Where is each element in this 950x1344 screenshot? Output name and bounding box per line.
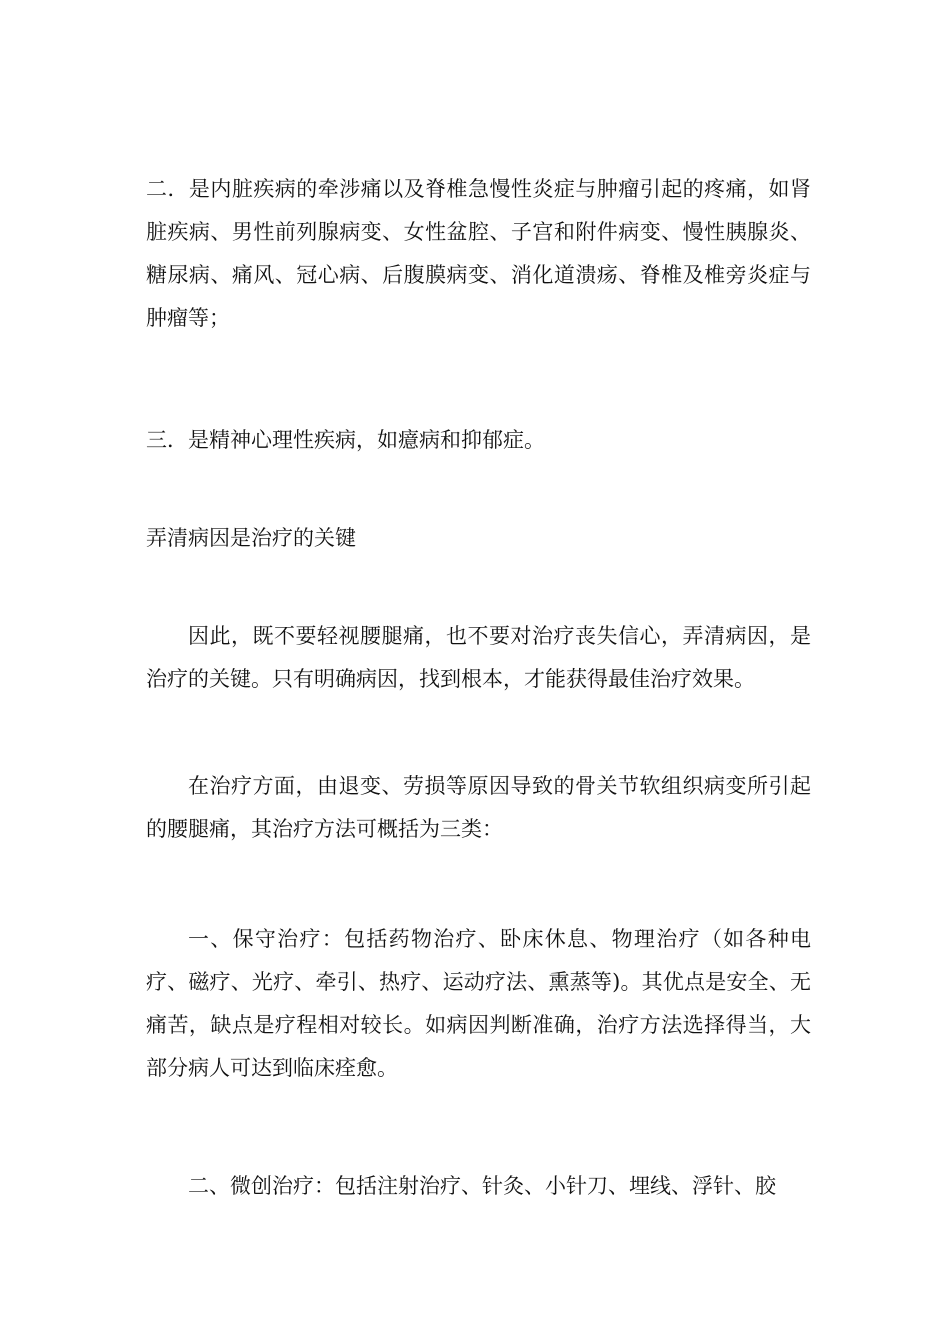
paragraph-visceral-causes: 二．是内脏疾病的牵涉痛以及脊椎急慢性炎症与肿瘤引起的疼痛，如肾脏疾病、男性前列腺病变、女性盆腔、子宫和附件病变、慢性胰腺炎、糖尿病、痛风、冠心病、后腹膜病变、消化道溃疡、脊椎及椎旁炎症与肿瘤等； <box>146 177 811 330</box>
paragraph-minimally-invasive-treatment: 二、微创治疗：包括注射治疗、针灸、小针刀、埋线、浮针、胶 <box>188 1174 776 1198</box>
paragraph-psychological-causes: 三．是精神心理性疾病，如癔病和抑郁症。 <box>146 428 545 452</box>
section-heading: 弄清病因是治疗的关键 <box>146 526 356 550</box>
paragraph-diagnosis-key: 因此，既不要轻视腰腿痛，也不要对治疗丧失信心，弄清病因，是治疗的关键。只有明确病因，找到根本，才能获得最佳治疗效果。 <box>146 624 811 691</box>
paragraph-conservative-treatment: 一、保守治疗：包括药物治疗、卧床休息、物理治疗（如各种电疗、磁疗、光疗、牵引、热疗、运动疗法、熏蒸等)。其优点是安全、无痛苦，缺点是疗程相对较长。如病因判断准确，治疗方法选择得当，大部分病人可达到临床痊愈。 <box>146 927 811 1080</box>
paragraph-treatment-overview: 在治疗方面，由退变、劳损等原因导致的骨关节软组织病变所引起的腰腿痛，其治疗方法可概括为三类： <box>146 774 811 841</box>
